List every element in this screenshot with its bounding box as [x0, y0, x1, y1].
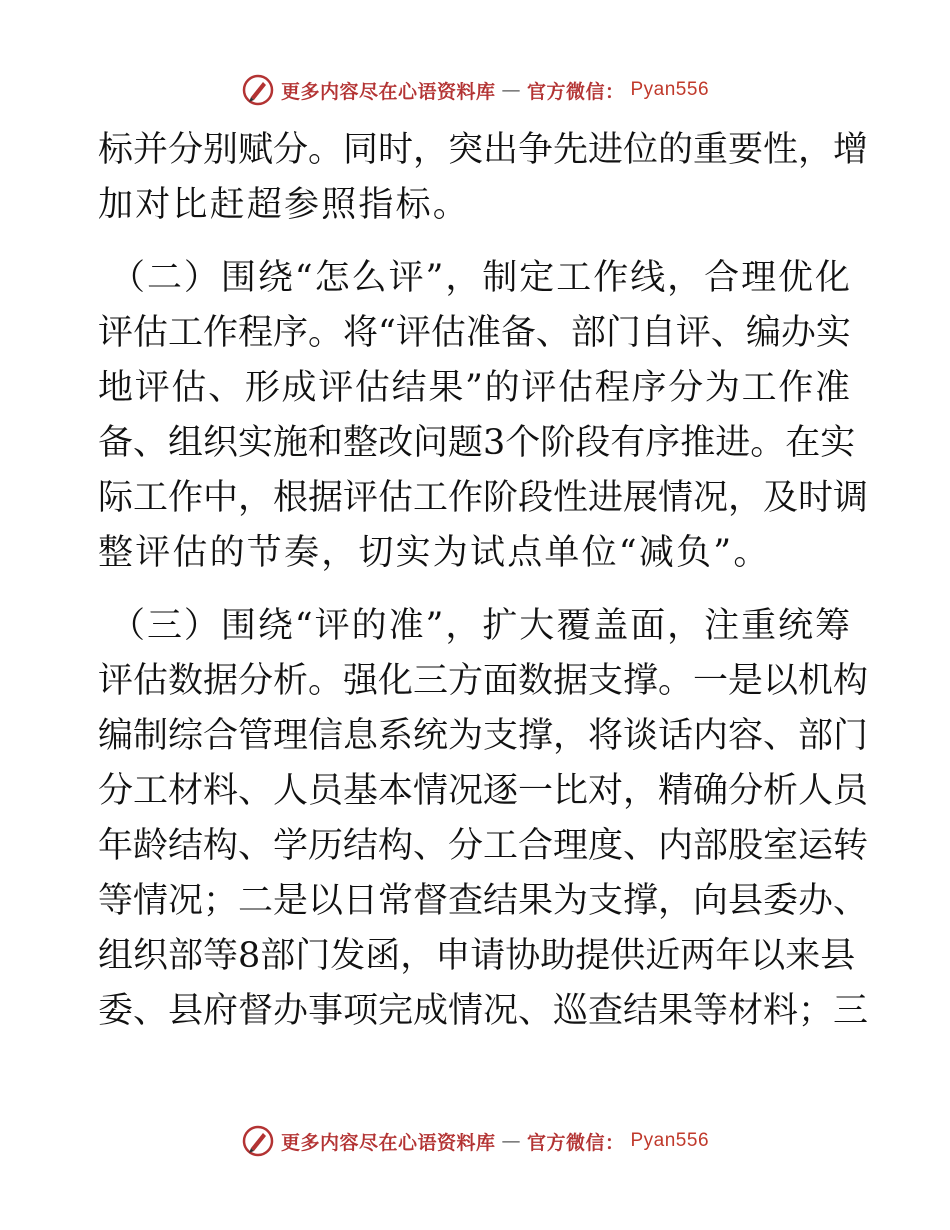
text-line: 整评估的节奏，切实为试点单位“减负”。: [98, 533, 771, 573]
paragraph: [98, 251, 869, 581]
text-line: 分工材料、人员基本情况逐一比对，精确分析人员: [98, 771, 869, 811]
pen-logo-icon: [241, 1124, 275, 1158]
text-line: 加对比赶超参照指标。: [98, 185, 471, 225]
text-line: 编制综合管理信息系统为支撑，将谈话内容、部门: [98, 716, 869, 756]
text-line: 标并分别赋分。同时，突出争先进位的重要性，增: [98, 130, 869, 170]
paragraph: [98, 599, 869, 1039]
banner-wechat-id: Pyan556: [630, 79, 710, 100]
banner-wechat-id: Pyan556: [630, 1130, 710, 1151]
text-line: 委、县府督办事项完成情况、巡查结果等材料；三: [98, 991, 869, 1031]
text-line: （三）围绕“评的准”，扩大覆盖面，注重统筹: [110, 606, 850, 646]
text-line: 际工作中，根据评估工作阶段性进展情况，及时调: [98, 478, 869, 518]
text-line: 年龄结构、学历结构、分工合理度、内部股室运转: [98, 826, 869, 866]
banner-dash: —: [501, 79, 521, 101]
banner-wechat-label: 官方微信：: [526, 1131, 625, 1154]
footer-banner: [0, 1121, 950, 1161]
banner-wechat-label: 官方微信：: [526, 80, 625, 103]
text-line: （二）围绕“怎么评”，制定工作线，合理优化: [110, 258, 850, 298]
text-line: 组织部等8部门发函，申请协助提供近两年以来县: [98, 936, 856, 976]
banner-dash: —: [501, 1130, 521, 1152]
header-banner: [0, 70, 950, 110]
text-line: 等情况；二是以日常督查结果为支撑，向县委办、: [98, 881, 869, 921]
text-line: 评估数据分析。强化三方面数据支撑。一是以机构: [98, 661, 869, 701]
banner-main-text: 更多内容尽在心语资料库: [280, 80, 496, 103]
text-line: 地评估、形成评估结果”的评估程序分为工作准: [98, 368, 850, 408]
paragraph: [98, 123, 869, 233]
text-line: 备、组织实施和整改问题3个阶段有序推进。在实: [98, 423, 856, 463]
pen-logo-icon: [241, 73, 275, 107]
text-line: 评估工作程序。将“评估准备、部门自评、编办实: [98, 313, 851, 353]
banner-main-text: 更多内容尽在心语资料库: [280, 1131, 496, 1154]
document-body: [98, 123, 869, 1039]
